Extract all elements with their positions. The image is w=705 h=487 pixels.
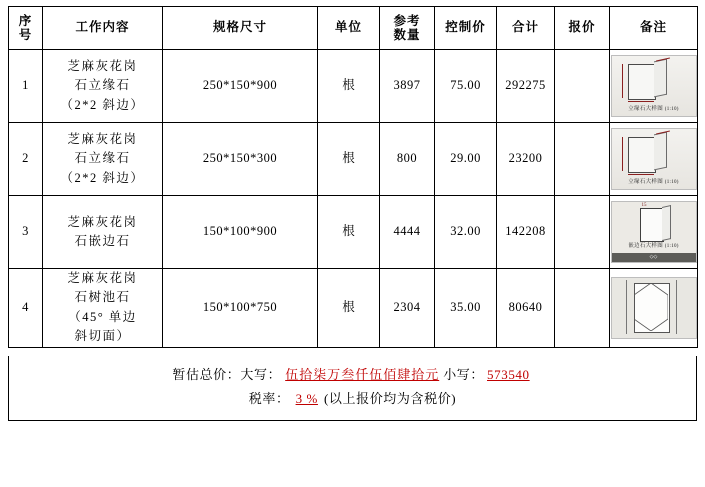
- work-line: 石立缘石: [74, 78, 131, 93]
- cell-ctrl: 75.00: [435, 50, 497, 123]
- work-line: （45° 单边: [68, 309, 137, 324]
- work-line: 石树池石: [74, 290, 131, 305]
- drawing-rect-main: [640, 208, 664, 242]
- cell-no: 1: [9, 50, 43, 123]
- drawing-rect-main: [628, 64, 656, 100]
- drawing-rect-side: [662, 205, 671, 241]
- drawing-rect-main: [628, 137, 656, 173]
- table-body: [9, 50, 698, 348]
- drawing-caption-text: 嵌边石大样图: [628, 243, 664, 250]
- cell-no: 2: [9, 123, 43, 196]
- tax-rate-line: [9, 387, 696, 412]
- cell-remark: [610, 123, 698, 196]
- drawing-caption-text: 立缘石大样图: [628, 106, 664, 113]
- drawing-vertical-line-right: [676, 280, 677, 334]
- quotation-sheet: [0, 6, 705, 487]
- drawing-scale-text: (1:10): [664, 180, 679, 186]
- cell-remark: [610, 269, 698, 348]
- dimension-line-bottom: [628, 101, 654, 102]
- quotation-table: [8, 6, 698, 348]
- cell-spec: 250*150*300: [163, 123, 318, 196]
- drawing-caption: [612, 105, 696, 114]
- header-cell-no: [9, 7, 43, 50]
- work-line: 芝麻灰花岗: [67, 58, 138, 73]
- cell-unit: 根: [318, 269, 380, 348]
- estimate-total-line: [9, 363, 696, 388]
- estimate-total-label: 暂估总价：大写：: [172, 366, 282, 382]
- cell-total: 292275: [497, 50, 555, 123]
- cell-unit: 根: [318, 50, 380, 123]
- work-line: 石立缘石: [74, 151, 131, 166]
- cell-total: 80640: [497, 269, 555, 348]
- cell-no: 3: [9, 196, 43, 269]
- lowercase-label: 小写：: [443, 366, 485, 382]
- tax-rate-note: (以上报价均为含税价): [323, 391, 457, 407]
- cell-spec: 150*100*750: [163, 269, 318, 348]
- drawing-thumbnail-edgestone: [611, 201, 697, 263]
- estimate-amount-chinese: 伍拾柒万叁仟伍佰肆拾元: [285, 366, 440, 382]
- cell-ctrl: 35.00: [435, 269, 497, 348]
- work-line: 斜切面）: [74, 329, 131, 344]
- header-qty-line2: 数量: [393, 28, 421, 42]
- header-cell-remark: 备注: [610, 7, 698, 50]
- header-cell-unit: 单位: [318, 7, 380, 50]
- cell-offer[interactable]: [555, 196, 610, 269]
- cell-qty: 800: [380, 123, 435, 196]
- drawing-thumbnail-kerbstone: [611, 55, 697, 117]
- work-line: 芝麻灰花岗: [67, 214, 138, 229]
- work-line: （2*2 斜边）: [60, 97, 145, 112]
- header-qty-line1: 参考: [393, 13, 421, 28]
- table-row: [9, 269, 698, 348]
- work-line: （2*2 斜边）: [60, 170, 145, 185]
- drawing-caption: [612, 178, 696, 187]
- cell-work: [43, 50, 163, 123]
- dimension-line-bottom: [628, 174, 654, 175]
- work-line: 芝麻灰花岗: [67, 271, 138, 285]
- tax-rate-label: 税率：: [248, 391, 290, 407]
- drawing-caption: [612, 242, 696, 251]
- cell-offer[interactable]: [555, 269, 610, 348]
- drawing-scale-text: (1:10): [664, 244, 679, 250]
- header-cell-offer: 报价: [555, 7, 610, 50]
- drawing-thumbnail-kerbstone: [611, 128, 697, 190]
- estimate-amount-number: 573540: [487, 366, 530, 382]
- drawing-vertical-line-left: [626, 280, 627, 334]
- drawing-rect-side: [654, 59, 667, 98]
- cell-no: 4: [9, 269, 43, 348]
- drawing-footer-bar-text: ◇◇: [649, 255, 658, 260]
- header-no-line1: 序: [18, 13, 33, 28]
- cell-unit: 根: [318, 123, 380, 196]
- cell-offer[interactable]: [555, 50, 610, 123]
- tax-rate-value: 3 %: [295, 391, 318, 407]
- header-cell-ctrl: 控制价: [435, 7, 497, 50]
- cell-total: 23200: [497, 123, 555, 196]
- work-line: 石嵌边石: [74, 234, 131, 248]
- table-row: [9, 196, 698, 269]
- drawing-footer-bar: [612, 253, 696, 262]
- cell-work: [43, 123, 163, 196]
- header-cell-qty: [380, 7, 435, 50]
- drawing-scale-text: (1:10): [664, 107, 679, 113]
- header-row: [9, 7, 698, 50]
- dimension-line-left: [622, 137, 623, 171]
- drawing-rect-side: [654, 132, 667, 171]
- table-row: [9, 123, 698, 196]
- cell-work: [43, 196, 163, 269]
- dimension-line-left: [622, 64, 623, 98]
- cell-total: 142208: [497, 196, 555, 269]
- cell-qty: 3897: [380, 50, 435, 123]
- drawing-thumbnail-treepit: [611, 277, 697, 339]
- header-cell-total: 合计: [497, 7, 555, 50]
- cell-remark: [610, 196, 698, 269]
- cell-offer[interactable]: [555, 123, 610, 196]
- cell-qty: 2304: [380, 269, 435, 348]
- drawing-caption-text: 立缘石大样图: [628, 179, 664, 186]
- cell-ctrl: 29.00: [435, 123, 497, 196]
- drawing-dimension-label: 15: [641, 203, 647, 208]
- cell-spec: 150*100*900: [163, 196, 318, 269]
- work-line: 芝麻灰花岗: [67, 131, 138, 146]
- header-cell-work: 工作内容: [43, 7, 163, 50]
- cell-unit: 根: [318, 196, 380, 269]
- cell-ctrl: 32.00: [435, 196, 497, 269]
- drawing-diagonals: [634, 283, 668, 331]
- table-header: [9, 7, 698, 50]
- header-cell-spec: 规格尺寸: [163, 7, 318, 50]
- footer-summary: [8, 356, 697, 421]
- cell-remark: [610, 50, 698, 123]
- table-row: [9, 50, 698, 123]
- cell-spec: 250*150*900: [163, 50, 318, 123]
- header-no-line2: 号: [18, 28, 33, 42]
- cell-work: [43, 269, 163, 348]
- cell-qty: 4444: [380, 196, 435, 269]
